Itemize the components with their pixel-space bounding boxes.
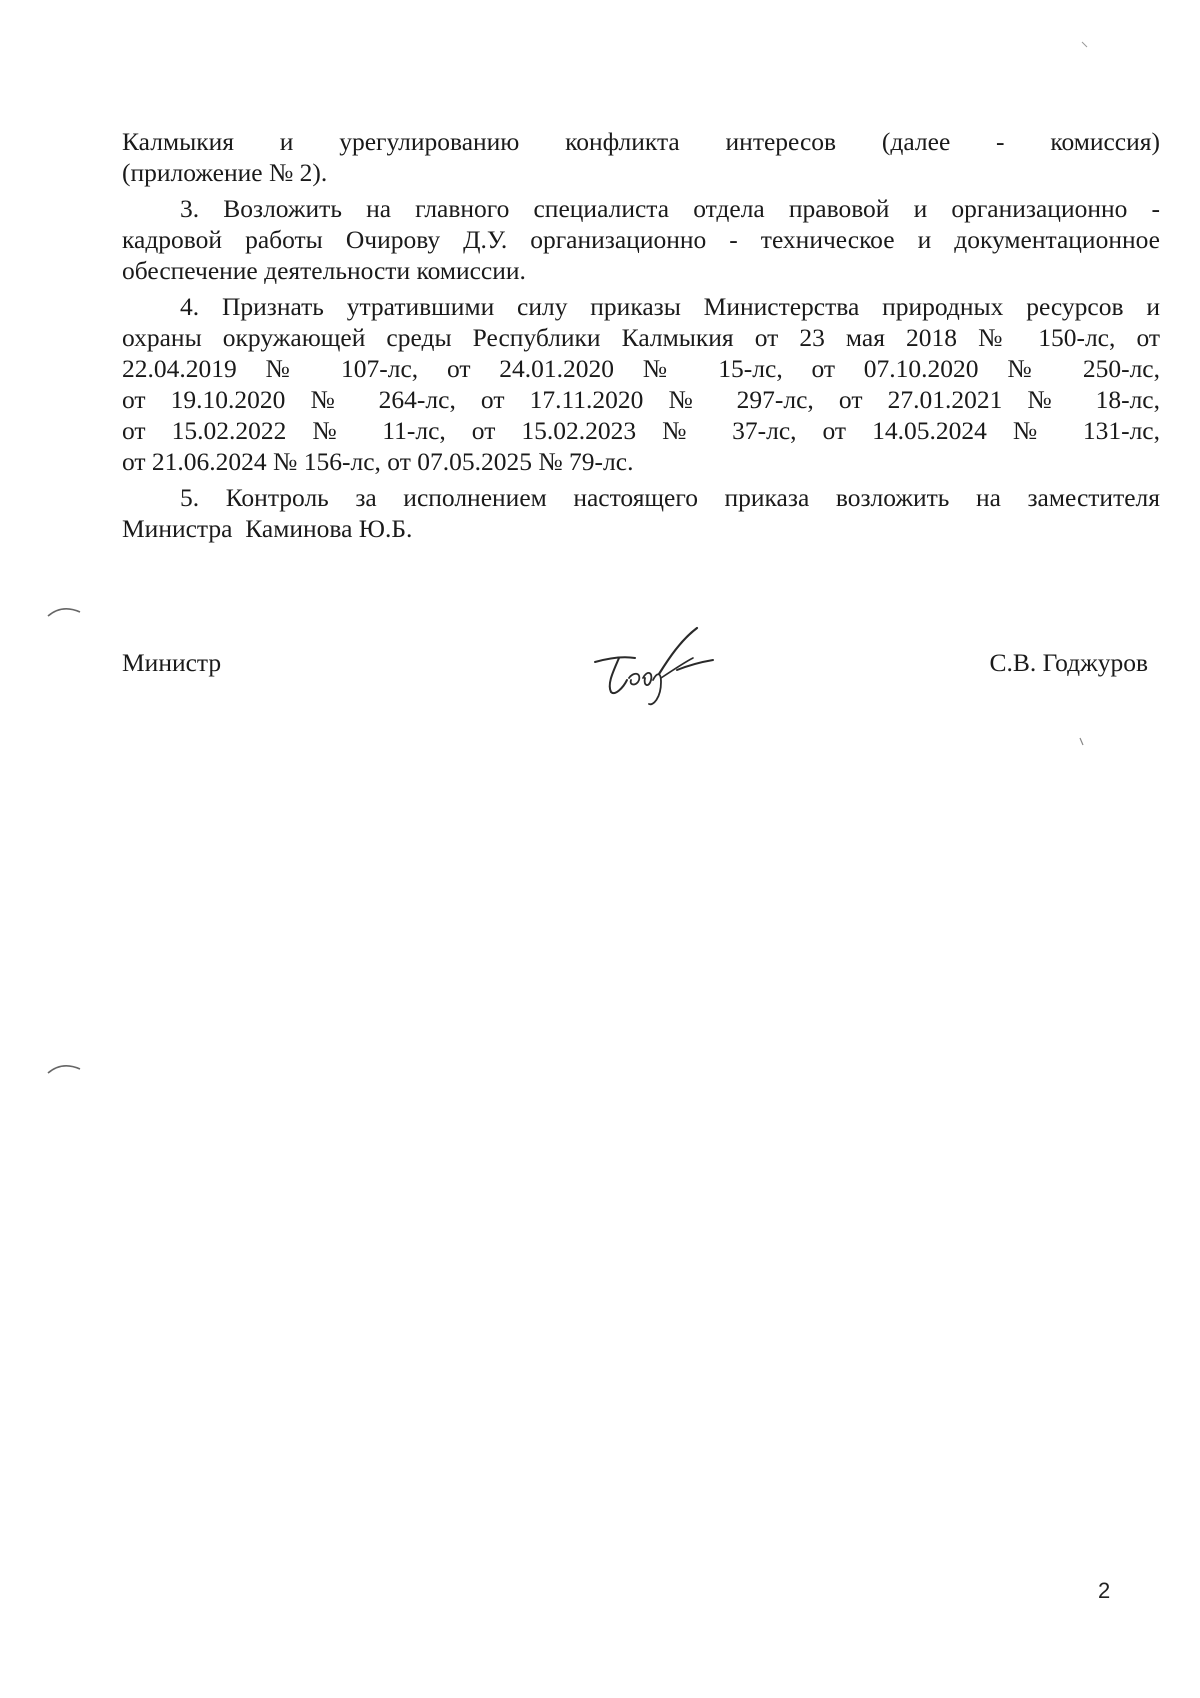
signature-block: [122, 648, 1160, 738]
signatory-title: Министр: [122, 648, 222, 677]
paragraph-item-5: [122, 482, 1160, 544]
binder-hole-mark-top: [44, 600, 84, 622]
text-line: от 21.06.2024 № 156-лс, от 07.05.2025 № 79-лс.: [122, 447, 634, 476]
text-line: 4. Признать утратившими силу приказы Министерства природных ресурсов и: [180, 292, 1160, 321]
text-line: Министра Каминова Ю.Б.: [122, 514, 413, 543]
signatory-name: С.В. Годжуров: [989, 648, 1148, 677]
paragraph-item-3: [122, 193, 1160, 286]
text-line: от 19.10.2020 № 264-лс, от 17.11.2020 № 297-лс, от 27.01.2021 № 18-лс,: [122, 385, 1160, 414]
paragraph-item-4: [122, 291, 1160, 477]
text-line: обеспечение деятельности комиссии.: [122, 256, 526, 285]
text-line: 5. Контроль за исполнением настоящего приказа возложить на заместителя: [180, 483, 1160, 512]
text-line: кадровой работы Очирову Д.У. организационно - техническое и документационное: [122, 225, 1160, 254]
text-line: Калмыкия и урегулированию конфликта интересов (далее - комиссия): [122, 127, 1160, 156]
text-line: 22.04.2019 № 107-лс, от 24.01.2020 № 15-лс, от 07.10.2020 № 250-лс,: [122, 354, 1160, 383]
text-line: 3. Возложить на главного специалиста отдела правовой и организационно -: [180, 194, 1160, 223]
binder-hole-mark-bottom: [44, 1057, 84, 1079]
order-text-body: [122, 126, 1160, 549]
text-line: охраны окружающей среды Республики Калмыкия от 23 мая 2018 № 150-лс, от: [122, 323, 1160, 352]
paragraph-continuation: [122, 126, 1160, 188]
page-number: 2: [1098, 1578, 1111, 1603]
handwritten-signature: [589, 622, 717, 712]
text-line: (приложение № 2).: [122, 158, 328, 187]
text-line: от 15.02.2022 № 11-лс, от 15.02.2023 № 37-лс, от 14.05.2024 № 131-лс,: [122, 416, 1160, 445]
scan-speck-top-right: [1080, 40, 1090, 50]
